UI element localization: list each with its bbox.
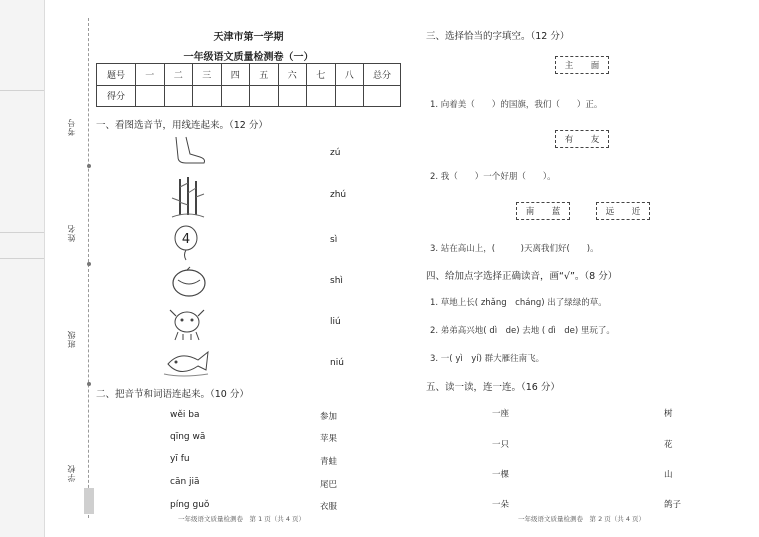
cow-picture — [166, 306, 210, 342]
char-choice-box — [555, 56, 609, 74]
score-input-cell[interactable] — [193, 85, 222, 107]
margin-rule — [0, 232, 44, 233]
fish-picture — [162, 348, 212, 378]
pinyin-word: píng guǒ — [170, 500, 210, 510]
reading-question-3: 3. 一( yì yí) 群大雁往南飞。 — [430, 354, 545, 364]
score-table-score-row — [97, 85, 401, 107]
pinyin-option: liú — [330, 317, 341, 327]
score-header-cell: 题号 — [97, 64, 136, 86]
noun-word: 山 — [664, 470, 673, 480]
fill-question-3: 3. 站在高山上，( )天离我们好( )。 — [430, 244, 599, 254]
pinyin-word: yī fu — [170, 454, 190, 464]
chinese-word: 苹果 — [320, 434, 338, 444]
score-header-cell: 四 — [221, 64, 250, 86]
score-input-cell[interactable] — [164, 85, 193, 107]
foot-picture — [168, 135, 208, 167]
score-table — [96, 63, 401, 107]
chinese-word: 青蛙 — [320, 457, 338, 467]
measure-word: 一朵 — [492, 500, 510, 510]
section1-heading: 一、看图选音节，用线连起来。（12 分） — [96, 120, 268, 131]
chinese-word: 尾巴 — [320, 480, 338, 490]
score-header-cell: 七 — [307, 64, 336, 86]
char-option: 蓝 — [551, 207, 561, 217]
school-term-title: 天津市第一学期 — [213, 32, 284, 43]
fill-question-2: 2. 我（ ）一个好朋（ ）。 — [430, 172, 556, 182]
score-input-cell[interactable] — [250, 85, 279, 107]
right-page-footer: 一年级语文质量检测卷 第 2 页（共 4 页） — [518, 515, 646, 523]
reading-question-1: 1. 草地上长( zhǎng cháng) 出了绿绿的草。 — [430, 298, 607, 308]
melon-picture — [170, 266, 208, 298]
exam-title: 一年级语文质量检测卷（一） — [183, 52, 314, 63]
score-table-header-row — [97, 64, 401, 86]
binding-margin-strip — [0, 0, 45, 537]
name-label: 姓名 — [67, 224, 76, 242]
section3-heading: 三、选择恰当的字填空。（12 分） — [426, 31, 570, 42]
score-input-cell[interactable] — [221, 85, 250, 107]
margin-rule — [0, 90, 44, 91]
score-header-cell: 三 — [193, 64, 222, 86]
pinyin-option: sì — [330, 235, 338, 245]
score-input-cell[interactable] — [335, 85, 364, 107]
char-option: 有 — [564, 135, 574, 145]
pinyin-option: zú — [330, 148, 341, 158]
char-choice-box — [516, 202, 570, 220]
score-input-cell[interactable] — [364, 85, 401, 107]
score-input-cell[interactable] — [136, 85, 165, 107]
barcode-block — [84, 488, 94, 514]
score-header-cell: 五 — [250, 64, 279, 86]
score-header-cell: 总分 — [364, 64, 401, 86]
char-option: 主 — [564, 61, 574, 71]
measure-word: 一只 — [492, 440, 510, 450]
score-row-label: 得分 — [97, 85, 136, 107]
left-page-footer: 一年级语文质量检测卷 第 1 页（共 4 页） — [178, 515, 306, 523]
score-header-cell: 一 — [136, 64, 165, 86]
score-input-cell[interactable] — [307, 85, 336, 107]
school-label: 学校 — [67, 464, 76, 482]
svg-text:4: 4 — [181, 232, 191, 247]
char-option: 友 — [590, 135, 600, 145]
pinyin-option: zhú — [330, 190, 347, 200]
pinyin-word: wěi ba — [170, 410, 200, 420]
char-option: 近 — [631, 207, 641, 217]
score-header-cell: 二 — [164, 64, 193, 86]
char-choice-box — [596, 202, 650, 220]
chinese-word: 衣服 — [320, 502, 338, 512]
bamboo-picture — [168, 175, 208, 219]
exam-number-label: 考号 — [67, 118, 76, 136]
noun-word: 树 — [664, 409, 673, 419]
char-option: 南 — [525, 207, 535, 217]
char-choice-box — [555, 130, 609, 148]
pinyin-option: niú — [330, 358, 344, 368]
pinyin-word: cān jiā — [170, 477, 200, 487]
binding-dot — [87, 262, 91, 266]
pinyin-word: qīng wā — [170, 432, 206, 442]
section4-heading: 四、给加点字选择正确读音，画“√”。（8 分） — [426, 271, 618, 282]
margin-rule — [0, 258, 44, 259]
score-header-cell: 八 — [335, 64, 364, 86]
measure-word: 一棵 — [492, 470, 510, 480]
score-header-cell: 六 — [278, 64, 307, 86]
char-option: 面 — [590, 61, 600, 71]
chinese-word: 参加 — [320, 412, 338, 422]
class-label: 班级 — [67, 330, 76, 348]
reading-question-2: 2. 弟弟高兴地( dì de) 去地 ( dì de) 里玩了。 — [430, 326, 615, 336]
binding-dashed-line — [88, 18, 89, 518]
measure-word: 一座 — [492, 409, 510, 419]
score-input-cell[interactable] — [278, 85, 307, 107]
section5-heading: 五、读一读，连一连。（16 分） — [426, 382, 560, 393]
balloon-4-picture — [170, 224, 204, 262]
noun-word: 花 — [664, 440, 673, 450]
section2-heading: 二、把音节和词语连起来。（10 分） — [96, 389, 249, 400]
binding-dot — [87, 382, 91, 386]
noun-word: 鸽子 — [664, 500, 682, 510]
fill-question-1: 1. 向着美（ ）的国旗，我们（ ）正。 — [430, 100, 603, 110]
binding-dot — [87, 164, 91, 168]
pinyin-option: shì — [330, 276, 343, 286]
char-option: 远 — [605, 207, 615, 217]
